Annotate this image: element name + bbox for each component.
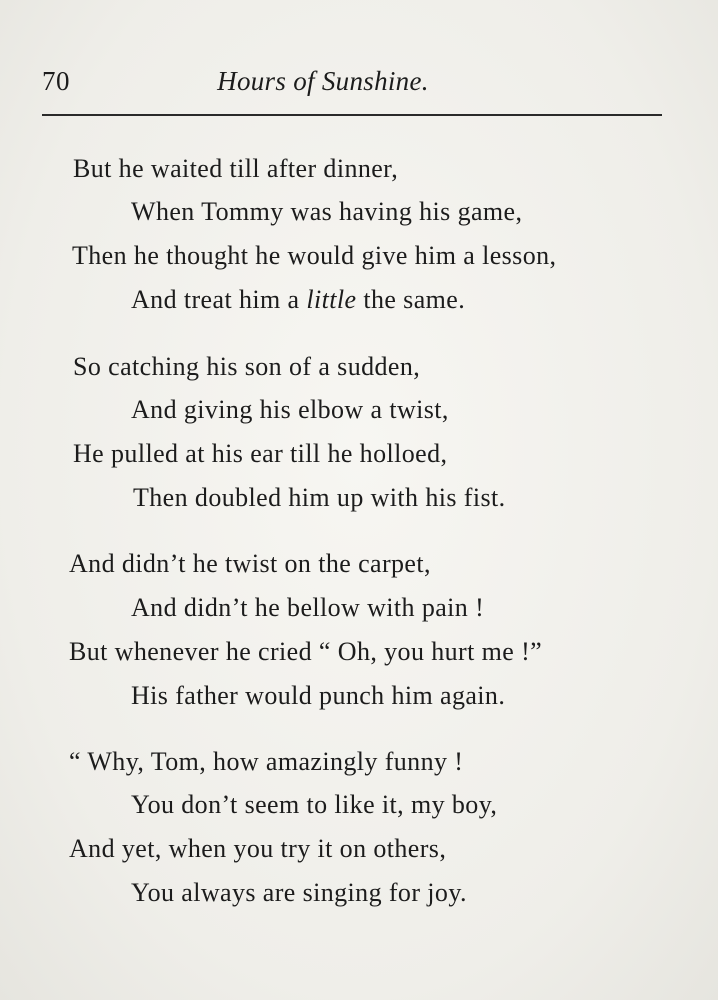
poem-line: But he waited till after dinner, (73, 154, 399, 183)
poem-line: So catching his son of a sudden, (73, 352, 421, 381)
poem-line: You don’t seem to like it, my boy, (131, 790, 498, 819)
poem-line: He pulled at his ear till he holloed, (73, 439, 448, 468)
poem-line (131, 287, 465, 313)
poem-line: And didn’t he bellow with pain ! (131, 593, 485, 622)
poem-line: When Tommy was having his game, (131, 197, 523, 226)
poem-line: But whenever he cried “ Oh, you hurt me !” (69, 637, 543, 666)
poem-line: And yet, when you try it on others, (69, 834, 447, 863)
poem-line-text: the same. (356, 285, 466, 314)
page-number: 70 (42, 66, 70, 96)
poem-line: Then he thought he would give him a lesson, (72, 241, 557, 270)
poem-line-text: And treat him a (131, 285, 307, 314)
poem-line: You always are singing for joy. (131, 878, 467, 907)
poem-line: “ Why, Tom, how amazingly funny ! (69, 747, 464, 776)
running-title: Hours of Sunshine. (217, 66, 429, 96)
poem-line: And didn’t he twist on the carpet, (69, 549, 431, 578)
running-head (42, 66, 664, 106)
header-rule (42, 114, 662, 116)
poem-line: His father would punch him again. (131, 681, 506, 710)
emphasized-word: little (306, 285, 357, 314)
poem-line: Then doubled him up with his fist. (133, 483, 506, 512)
poem-line: And giving his elbow a twist, (131, 395, 449, 424)
